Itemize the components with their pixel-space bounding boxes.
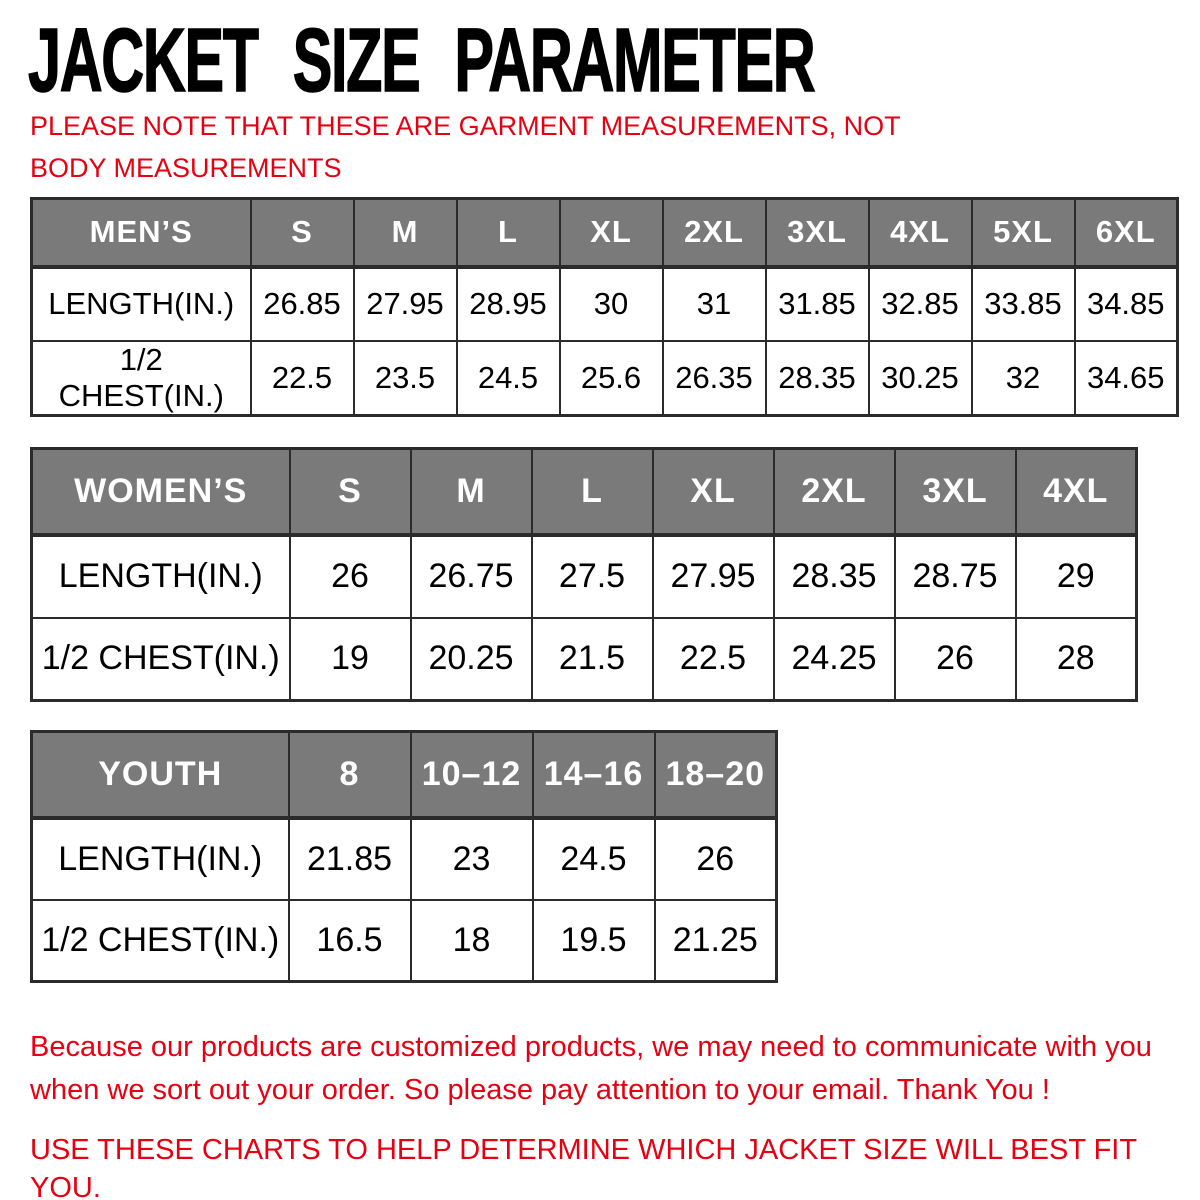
header-cell: S: [290, 449, 411, 535]
header-cell: 3XL: [766, 199, 869, 267]
header-cell: M: [411, 449, 532, 535]
header-cell: MEN’S: [32, 199, 251, 267]
header-cell: 4XL: [1016, 449, 1137, 535]
table-row: [32, 341, 1178, 416]
usage-note: USE THESE CHARTS TO HELP DETERMINE WHICH JACKET SIZE WILL BEST FIT YOU.: [30, 1134, 1137, 1200]
value-cell: 34.65: [1075, 341, 1178, 416]
value-cell: 28.35: [774, 535, 895, 618]
value-cell: 27.5: [532, 535, 653, 618]
value-cell: 16.5: [289, 900, 411, 982]
value-cell: 26.85: [251, 267, 354, 341]
value-cell: 26: [290, 535, 411, 618]
value-cell: 33.85: [972, 267, 1075, 341]
value-cell: 26: [895, 618, 1016, 701]
value-cell: 24.5: [457, 341, 560, 416]
value-cell: 22.5: [251, 341, 354, 416]
value-cell: 27.95: [354, 267, 457, 341]
value-cell: 23.5: [354, 341, 457, 416]
value-cell: 18: [411, 900, 533, 982]
header-cell: 6XL: [1075, 199, 1178, 267]
value-cell: 19.5: [533, 900, 655, 982]
value-cell: 30.25: [869, 341, 972, 416]
value-cell: 31.85: [766, 267, 869, 341]
value-cell: 26.35: [663, 341, 766, 416]
table-header-row: [32, 732, 777, 818]
value-cell: 32.85: [869, 267, 972, 341]
value-cell: 29: [1016, 535, 1137, 618]
womens-size-table: [30, 447, 1138, 702]
header-cell: WOMEN’S: [32, 449, 290, 535]
header-cell: L: [532, 449, 653, 535]
header-cell: 14–16: [533, 732, 655, 818]
page-title: JACKET SIZE PARAMETER: [28, 11, 815, 111]
table-row: [32, 535, 1137, 618]
value-cell: 22.5: [653, 618, 774, 701]
mens-size-table: [30, 197, 1179, 417]
youth-size-table: [30, 730, 778, 983]
table-header-row: [32, 199, 1178, 267]
row-label-cell: 1/2 CHEST(IN.): [32, 618, 290, 701]
row-label-cell: 1/2 CHEST(IN.): [32, 900, 289, 982]
value-cell: 31: [663, 267, 766, 341]
row-label-cell: LENGTH(IN.): [32, 267, 251, 341]
value-cell: 26: [655, 818, 777, 900]
table-row: [32, 267, 1178, 341]
header-cell: YOUTH: [32, 732, 289, 818]
value-cell: 28.35: [766, 341, 869, 416]
value-cell: 27.95: [653, 535, 774, 618]
header-cell: 2XL: [774, 449, 895, 535]
header-cell: 4XL: [869, 199, 972, 267]
customization-notice-line1: Because our products are customized products, we may need to communicate with you: [30, 1031, 1152, 1063]
header-cell: M: [354, 199, 457, 267]
customization-notice-line2: when we sort out your order. So please pay attention to your email. Thank You !: [30, 1073, 1050, 1106]
value-cell: 23: [411, 818, 533, 900]
table-header-row: [32, 449, 1137, 535]
value-cell: 25.6: [560, 341, 663, 416]
garment-measurement-note: PLEASE NOTE THAT THESE ARE GARMENT MEASUREMENTS, NOT BODY MEASUREMENTS: [30, 111, 901, 183]
header-cell: 8: [289, 732, 411, 818]
value-cell: 24.25: [774, 618, 895, 701]
header-cell: 18–20: [655, 732, 777, 818]
header-cell: 3XL: [895, 449, 1016, 535]
customization-notice: [30, 1026, 1180, 1112]
value-cell: 34.85: [1075, 267, 1178, 341]
header-cell: XL: [653, 449, 774, 535]
value-cell: 21.5: [532, 618, 653, 701]
value-cell: 26.75: [411, 535, 532, 618]
table-row: [32, 618, 1137, 701]
value-cell: 30: [560, 267, 663, 341]
value-cell: 20.25: [411, 618, 532, 701]
table-row: [32, 818, 777, 900]
row-label-cell: LENGTH(IN.): [32, 818, 289, 900]
header-cell: 5XL: [972, 199, 1075, 267]
value-cell: 32: [972, 341, 1075, 416]
row-label-cell: 1/2 CHEST(IN.): [32, 341, 251, 416]
header-cell: XL: [560, 199, 663, 267]
value-cell: 19: [290, 618, 411, 701]
header-cell: 10–12: [411, 732, 533, 818]
value-cell: 28.75: [895, 535, 1016, 618]
value-cell: 28.95: [457, 267, 560, 341]
header-cell: 2XL: [663, 199, 766, 267]
header-cell: S: [251, 199, 354, 267]
value-cell: 21.25: [655, 900, 777, 982]
header-cell: L: [457, 199, 560, 267]
value-cell: 21.85: [289, 818, 411, 900]
value-cell: 28: [1016, 618, 1137, 701]
value-cell: 24.5: [533, 818, 655, 900]
table-row: [32, 900, 777, 982]
row-label-cell: LENGTH(IN.): [32, 535, 290, 618]
